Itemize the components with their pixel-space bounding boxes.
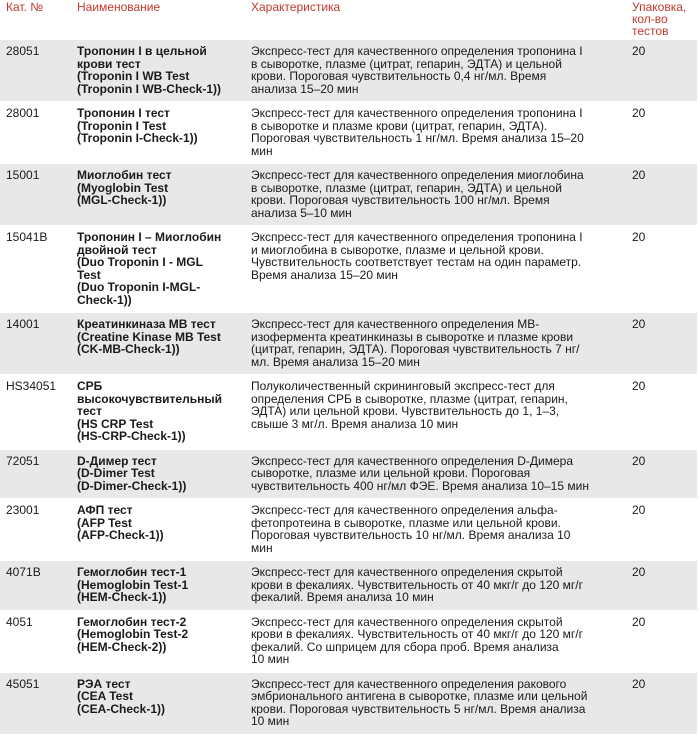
- desc-line: сыворотке, плазме или цельной крови. Пороговая: [251, 466, 531, 480]
- desc-line: крови. Пороговая чувствительность 100 нг/мл. Время: [251, 193, 550, 207]
- desc-line: фекалий. Со шприцем для сбора проб. Время анализа: [251, 639, 559, 654]
- table-header: [0, 0, 697, 40]
- name-line: (AFP Test: [77, 515, 132, 530]
- name-line: (Myoglobin Test: [77, 180, 169, 195]
- table-row: [0, 375, 697, 450]
- name-line: двойной тест: [77, 242, 157, 257]
- desc-line: свыше 3 мг/л. Время анализа 10 мин: [251, 416, 459, 431]
- name-line: (Creatine Kinase MB Test: [77, 329, 221, 344]
- cell-cat: 28051: [0, 40, 71, 102]
- cell-pack: 20: [626, 313, 697, 375]
- name-line: (HEM-Check-1)): [77, 590, 167, 604]
- cell-pack: 20: [626, 561, 697, 611]
- cell-name: [71, 499, 245, 561]
- name-line: Миоглобин тест: [77, 168, 172, 182]
- name-line: (Troponin I WB Test: [77, 69, 190, 83]
- cell-pack: 20: [626, 375, 697, 450]
- name-line: СРБ: [77, 379, 103, 393]
- name-line: (MGL-Check-1)): [77, 193, 167, 207]
- cell-name: [71, 226, 245, 313]
- cell-cat: 15001: [0, 164, 71, 226]
- name-line: (HS CRP Test: [77, 416, 154, 431]
- cell-pack: 20: [626, 164, 697, 226]
- table-row: [0, 499, 697, 561]
- cell-pack: 20: [626, 672, 697, 734]
- cell-name: [71, 40, 245, 102]
- table-row: [0, 449, 697, 499]
- desc-line: эмбрионального антигена в сыворотке, плазме или цельной: [251, 689, 588, 703]
- desc-line: крови в фекалиях. Чувствительность от 40 мкг/г до 120 мг/г: [251, 577, 583, 592]
- desc-line: анализа 5–10 мин: [251, 205, 352, 220]
- desc-line: Экспресс-тест для качественного определения ракового: [251, 676, 567, 691]
- cell-name: [71, 313, 245, 375]
- desc-line: фекалий. Время анализа 10 мин: [251, 590, 434, 604]
- desc-line: фетопротеина в сыворотке, плазме или цельной крови.: [251, 515, 561, 530]
- header-pack-line: тестов: [632, 24, 669, 38]
- desc-line: анализа 15–20 мин: [251, 81, 359, 96]
- desc-line: Экспресс-тест для качественного определения тропонина I: [251, 106, 583, 120]
- desc-line: Экспресс-тест для качественного определения миоглобина: [251, 168, 584, 182]
- name-line: (HEM-Check-2)): [77, 639, 167, 654]
- cell-cat: HS34051: [0, 375, 71, 450]
- cell-name: [71, 375, 245, 450]
- name-line: Тропонин I тест: [77, 106, 170, 120]
- desc-line: и миоглобина в сыворотке, плазме и цельной крови.: [251, 242, 544, 257]
- name-line: (Troponin I Test: [77, 118, 167, 133]
- cell-name: [71, 610, 245, 672]
- header-pack-line: Упаковка,: [632, 0, 687, 14]
- cell-cat: 4071В: [0, 561, 71, 611]
- name-line: РЭА тест: [77, 676, 131, 691]
- cell-cat: 4051: [0, 610, 71, 672]
- name-line: крови тест: [77, 56, 141, 71]
- table-row: [0, 164, 697, 226]
- desc-line: Экспресс-тест для качественного определения альфа-: [251, 503, 558, 517]
- desc-line: мл. Время анализа 15–20 мин: [251, 354, 420, 369]
- table-row: [0, 313, 697, 375]
- desc-line: Экспресс-тест для качественного определения D-Димера: [251, 453, 573, 468]
- header-desc: Характеристика: [245, 0, 626, 40]
- desc-line: в сыворотке и плазме крови (цитрат, гепарин, ЭДТА).: [251, 118, 548, 133]
- desc-line: изофермента креатинкиназы в сыворотке и плазме крови: [251, 329, 574, 344]
- desc-line: Пороговая чувствительность 10 нг/мл. Время анализа 10: [251, 528, 571, 542]
- table-row: [0, 561, 697, 611]
- name-line: (Troponin I-Check-1)): [77, 131, 198, 145]
- name-line: АФП тест: [77, 503, 133, 517]
- cell-desc: [245, 164, 626, 226]
- header-pack-line: кол-во: [632, 12, 668, 26]
- name-line: высокочувствительный: [77, 391, 222, 406]
- name-line: (D-Dimer Test: [77, 466, 155, 480]
- cell-desc: [245, 375, 626, 450]
- desc-line: Полуколичественный скрининговый экспресс-тест для: [251, 379, 555, 393]
- name-line: (AFP-Check-1)): [77, 528, 164, 542]
- name-line: Креатинкиназа МВ тест: [77, 317, 216, 331]
- desc-line: Экспресс-тест для качественного определения скрытой: [251, 565, 563, 579]
- cell-name: [71, 164, 245, 226]
- header-name: Наименование: [71, 0, 245, 40]
- name-line: (Troponin I WB-Check-1)): [77, 81, 221, 96]
- name-line: Гемоглобин тест-1: [77, 565, 187, 579]
- cell-cat: 28001: [0, 102, 71, 164]
- name-line: (Duo Troponin I - MGL: [77, 255, 203, 269]
- name-line: (HS-CRP-Check-1)): [77, 429, 186, 443]
- desc-line: Экспресс-тест для качественного определения тропонина I: [251, 230, 583, 244]
- name-line: Check-1)): [77, 292, 132, 307]
- desc-line: крови. Пороговая чувствительность 5 нг/мл. Время анализа: [251, 701, 586, 716]
- table-row: [0, 102, 697, 164]
- table-row: [0, 610, 697, 672]
- desc-line: Экспресс-тест для качественного определения скрытой: [251, 614, 563, 629]
- cell-desc: [245, 610, 626, 672]
- table-row: [0, 40, 697, 102]
- cell-cat: 23001: [0, 499, 71, 561]
- name-line: D-Димер тест: [77, 453, 157, 468]
- desc-line: Экспресс-тест для качественного определения тропонина I: [251, 44, 583, 58]
- cell-cat: 72051: [0, 449, 71, 499]
- table-row: [0, 226, 697, 313]
- cell-desc: [245, 40, 626, 102]
- cell-name: [71, 561, 245, 611]
- desc-line: 10 мин: [251, 714, 290, 728]
- name-line: Тропонин I – Миоглобин: [77, 230, 222, 244]
- header-pack: [626, 0, 697, 40]
- desc-line: Экспресс-тест для качественного определения МВ-: [251, 317, 540, 331]
- name-line: (Hemoglobin Test-2: [77, 627, 189, 641]
- name-line: (D-Dimer-Check-1)): [77, 478, 187, 493]
- desc-line: Пороговая чувствительность 1 нг/мл. Время анализа 15–20: [251, 131, 584, 145]
- cell-desc: [245, 499, 626, 561]
- desc-line: крови. Пороговая чувствительность 0,4 нг/мл. Время: [251, 69, 547, 83]
- name-line: Test: [77, 267, 101, 282]
- cell-name: [71, 102, 245, 164]
- cell-desc: [245, 102, 626, 164]
- name-line: Гемоглобин тест-2: [77, 614, 187, 629]
- desc-line: 10 мин: [251, 652, 290, 666]
- cell-name: [71, 449, 245, 499]
- cell-cat: 15041В: [0, 226, 71, 313]
- desc-line: мин: [251, 540, 273, 555]
- desc-line: определения СРБ в сыворотке, плазме (цитрат, гепарин,: [251, 391, 568, 406]
- name-line: (Duo Troponin I-MGL-: [77, 280, 201, 294]
- desc-line: в сыворотке, плазме (цитрат, гепарин, ЭДТА) и цельной: [251, 56, 562, 71]
- cell-name: [71, 672, 245, 734]
- name-line: Тропонин I в цельной: [77, 44, 207, 58]
- desc-line: Время анализа 15–20 мин: [251, 267, 398, 282]
- cell-desc: [245, 313, 626, 375]
- desc-line: чувствительность 400 нг/мл ФЭЕ. Время анализа 10–15 мин: [251, 478, 589, 493]
- cell-cat: 45051: [0, 672, 71, 734]
- cell-desc: [245, 672, 626, 734]
- cell-cat: 14001: [0, 313, 71, 375]
- desc-line: крови в фекалиях. Чувствительность от 40 мкг/г до 120 мг/г: [251, 627, 583, 641]
- desc-line: в сыворотке, плазме (цитрат, гепарин, ЭДТА) и цельной: [251, 180, 562, 195]
- cell-pack: 20: [626, 226, 697, 313]
- cell-pack: 20: [626, 102, 697, 164]
- name-line: (CK-MB-Check-1)): [77, 342, 180, 356]
- name-line: тест: [77, 404, 102, 418]
- name-line: (CEA Test: [77, 689, 134, 703]
- cell-desc: [245, 226, 626, 313]
- name-line: (Hemoglobin Test-1: [77, 577, 189, 592]
- cell-desc: [245, 449, 626, 499]
- table-row: [0, 672, 697, 734]
- desc-line: (цитрат, гепарин, ЭДТА). Пороговая чувствительность 7 нг/: [251, 342, 580, 356]
- header-cat: Кат. №: [0, 0, 71, 40]
- desc-line: Чувствительность соответствует тестам на один параметр.: [251, 255, 582, 269]
- cell-pack: 20: [626, 499, 697, 561]
- cell-pack: 20: [626, 40, 697, 102]
- cell-desc: [245, 561, 626, 611]
- desc-line: мин: [251, 143, 273, 158]
- cell-pack: 20: [626, 449, 697, 499]
- name-line: (CEA-Check-1)): [77, 701, 166, 716]
- desc-line: ЭДТА) или цельной крови. Чувствительность до 1, 1–3,: [251, 404, 560, 418]
- cell-pack: 20: [626, 610, 697, 672]
